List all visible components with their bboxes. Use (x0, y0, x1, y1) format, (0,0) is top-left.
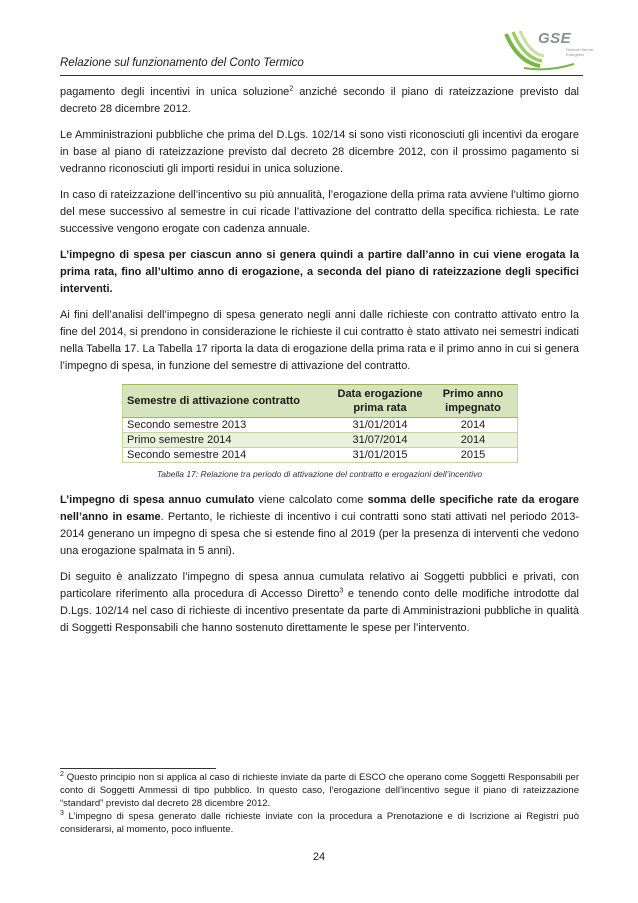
logo-subtitle: Gestore Servizi Energetici (566, 47, 594, 57)
paragraph-3: In caso di rateizzazione dell’incentivo su più annualità, l’erogazione della prima rata avviene l’ultimo giorno del mese successivo al semestre in cui ricade l’attivazione del contratto della specifica richiesta. Le rate successive vengono erogate con cadenza annuale. (60, 189, 579, 235)
running-header-title: Relazione sul funzionamento del Conto Termico (60, 57, 304, 69)
footnote-3: $^3$ L’impegno di spesa generato dalle richieste inviate con la procedura a Prenotazione e di Iscrizione ai Registri può considerarsi, al momento, poco influente. (60, 809, 579, 835)
table-row (123, 418, 518, 433)
page-content (60, 84, 579, 646)
col-header-anno: Primo anno impegnato (429, 385, 518, 418)
footnote-2: $^2$ Questo principio non si applica al caso di richieste inviate da parte di ESCO che operano come Soggetti Responsabili per conto di Soggetti Ammessi di tipo pubblico. In questo caso, l’erogazione dell’incentivo segue il piano di rateizzazione “standard” previsto dal decreto 28 dicembre 2012. (60, 770, 579, 809)
paragraph-1: pagamento degli incentivi in unica soluzione$^2$ anziché secondo il piano di rateizzazione previsto dal decreto 28 dicembre 2012. (60, 85, 580, 115)
footnotes (60, 771, 579, 836)
cell-data: 31/01/2015 (331, 448, 429, 463)
col-header-semestre: Semestre di attivazione contratto (123, 385, 332, 418)
col-header-data: Data erogazione prima rata (331, 385, 429, 418)
cell-semestre: Primo semestre 2014 (123, 433, 332, 448)
cell-semestre: Secondo semestre 2013 (123, 418, 332, 433)
paragraph-7: Di seguito è analizzato l’impegno di spesa annua cumulata relativo ai Soggetti pubblici e privati, con particolare riferimento alla procedura di Accesso Diretto$^3$ e tenendo conto delle modifiche introdotte dal D.Lgs. 102/14 nel caso di richieste di incentivo presentate da parte di Amministrazioni pubbliche in qualità di Soggetti Responsabili che hanno sostenuto direttamente le spese per l’intervento. (60, 571, 579, 634)
paragraph-2: Le Amministrazioni pubbliche che prima del D.Lgs. 102/14 si sono visti riconosciuti gli incentivi da erogare in base al piano di rateizzazione previsto dal decreto 28 dicembre 2012, con il prossimo pagamento si vedranno riconosciuti gli importi residui in unica soluzione. (60, 129, 579, 175)
header-divider (60, 75, 583, 76)
footnote-ref-2[interactable]: 2 (289, 85, 294, 93)
paragraph-4: L’impegno di spesa per ciascun anno si genera quindi a partire dall’anno in cui viene erogata la prima rata, fino all’ultimo anno di erogazione, a seconda del piano di rateizzazione degli specifici interventi. (60, 249, 579, 295)
page-number: 24 (312, 851, 326, 863)
table-17-wrapper (60, 384, 579, 463)
footnote-ref-3[interactable]: 3 (339, 587, 344, 595)
table-row (123, 448, 518, 463)
logo-wordmark: GSE (538, 30, 572, 47)
cell-anno: 2014 (429, 418, 518, 433)
table-row (123, 433, 518, 448)
cell-anno: 2015 (429, 448, 518, 463)
cell-anno: 2014 (429, 433, 518, 448)
cell-data: 31/07/2014 (331, 433, 429, 448)
table-caption: Tabella 17: Relazione tra periodo di attivazione del contratto e erogazioni dell’incentivo (156, 469, 483, 479)
table-17 (122, 384, 518, 463)
cell-data: 31/01/2014 (331, 418, 429, 433)
footnote-divider (60, 768, 216, 769)
cell-semestre: Secondo semestre 2014 (123, 448, 332, 463)
paragraph-5: Ai fini dell’analisi dell’impegno di spesa generato negli anni dalle richieste con contratto attivato entro la fine del 2014, si prendono in considerazione le richieste il cui contratto è stato attivato nei semestri indicati nella Tabella 17. La Tabella 17 riporta la data di erogazione della prima rata e il primo anno in cui si genera l’impegno di spesa, in funzione del semestre di attivazione del contratto. (60, 309, 579, 372)
table-header-row (123, 385, 518, 418)
paragraph-6: L’impegno di spesa annuo cumulato viene calcolato come somma delle specifiche rate da erogare nell’anno in esame. Pertanto, le richieste di incentivo i cui contratti sono stati attivati nel periodo 2013-2014 generano un impegno di spesa che si estende fino al 2019 (per la presenza di interventi che vedono una erogazione spalmata in 5 anni). (60, 494, 579, 557)
